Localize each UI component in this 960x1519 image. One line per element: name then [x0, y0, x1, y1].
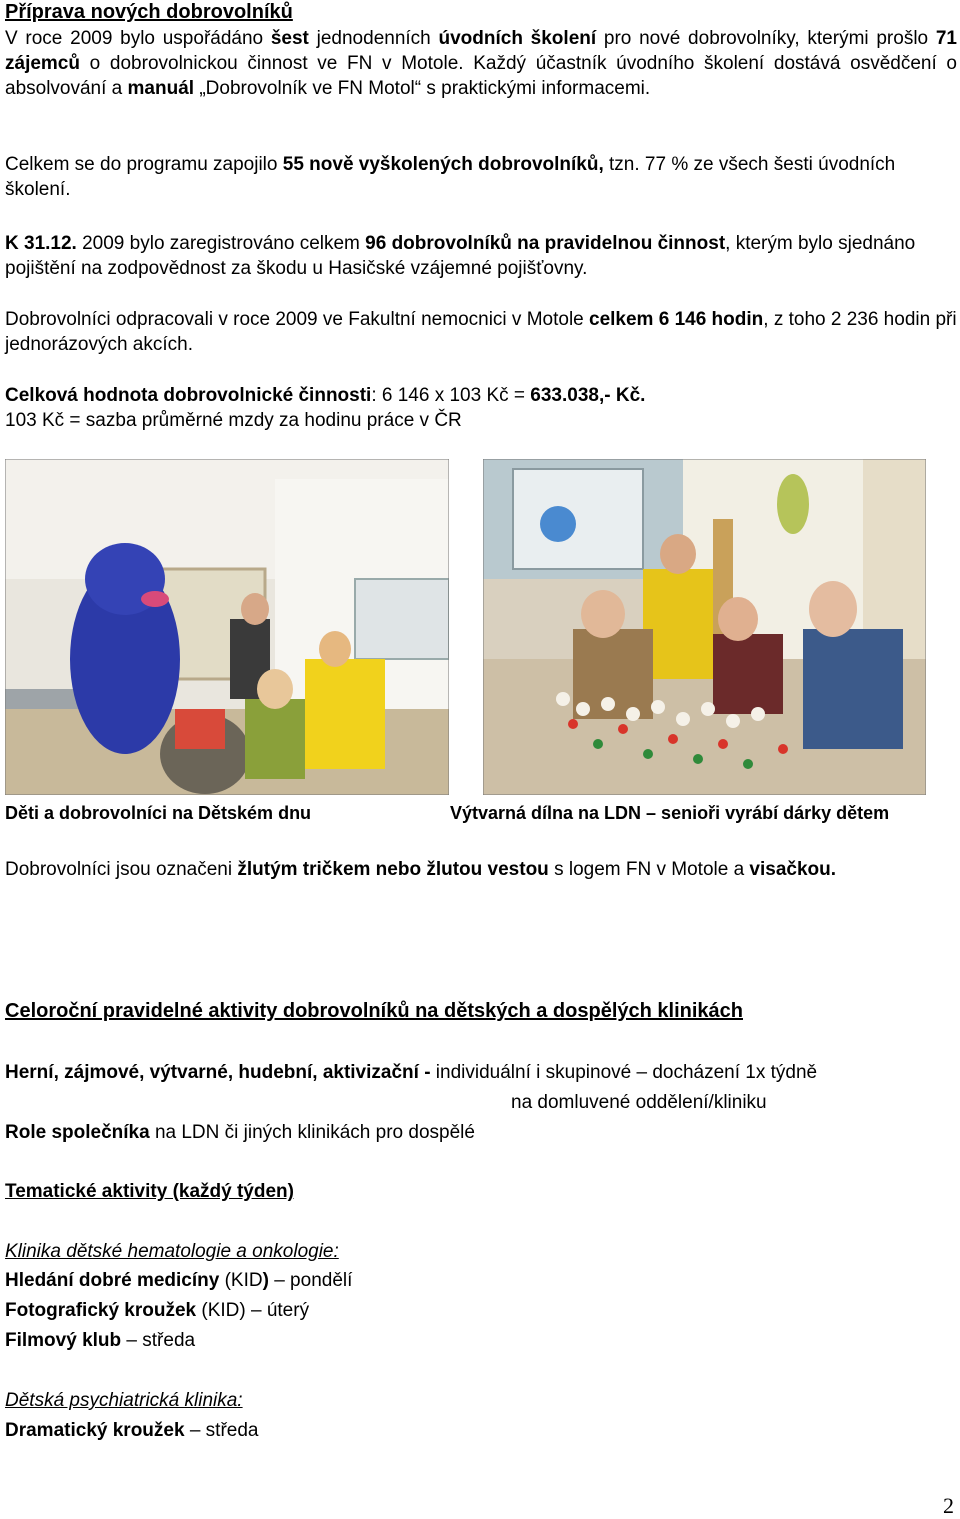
hours-paragraph	[5, 307, 957, 357]
clinic1-item-2-plain: (KID) – úterý	[196, 1300, 310, 1321]
activities-heading: Celoroční pravidelné aktivity dobrovolníků na dětských a dospělých klinikách	[5, 1000, 743, 1022]
clinic1-item-1	[5, 1266, 352, 1296]
clinic1-item-3-bold: Filmový klub	[5, 1330, 122, 1351]
registered-bold-2: 96 dobrovolníků na pravidelnou činnost	[365, 233, 726, 254]
caption-children-day: Děti a dobrovolníci na Dětském dnu	[5, 803, 312, 823]
clinic2-item-1-bold: Dramatický kroužek	[5, 1420, 185, 1441]
hours-text-2: , z toho 2 236 hodin při jednorázových akcích.	[5, 309, 957, 355]
clinic2-name: Dětská psychiatrická klinika:	[5, 1390, 243, 1411]
activities-line-3	[5, 1118, 475, 1148]
clinic1-item-2	[5, 1296, 309, 1326]
registered-text-2: , kterým bylo sjednáno pojištění na zodpovědnost za škodu u Hasičské vzájemné pojišťovny.	[5, 233, 916, 279]
clinic2-item-1-plain: – středa	[184, 1420, 259, 1441]
value-bold-2: 633.038,- Kč.	[530, 385, 646, 406]
marking-paragraph	[5, 856, 957, 883]
activities-line-1	[5, 1058, 817, 1088]
total-bold-1: 55 nově vyškolených dobrovolníků,	[282, 154, 604, 175]
intro-text-3: pro nové dobrovolníky, kterými prošlo	[596, 28, 936, 49]
activities-bold-1: Herní, zájmové, výtvarné, hudební, aktivizační -	[5, 1062, 431, 1083]
activities-line-2: na domluvené oddělení/kliniku	[511, 1092, 767, 1113]
children-day-photo	[5, 459, 449, 795]
clinic1-name: Klinika dětské hematologie a onkologie:	[5, 1241, 339, 1262]
photo-row	[5, 459, 957, 799]
marking-bold-2: visačkou.	[749, 859, 837, 880]
clinic1-item-3-plain: – středa	[121, 1330, 196, 1351]
clinic1-item-1-rest: – pondělí	[268, 1270, 353, 1291]
craft-workshop-photo	[483, 459, 926, 795]
intro-text-5: „Dobrovolník ve FN Motol“ s praktickými informacemi.	[194, 78, 651, 99]
intro-text-4: o dobrovolnickou činnost ve FN v Motole. Každý účastník úvodního školení dostává osvědčení o absolvování a	[5, 53, 957, 99]
page-heading: Příprava nových dobrovolníků	[5, 1, 293, 23]
registered-bold-1: K 31.12.	[5, 233, 77, 254]
caption-craft-workshop: Výtvarná dílna na LDN – senioři vyrábí dárky dětem	[450, 803, 890, 823]
intro-bold-3: 71 zájemců	[5, 28, 957, 74]
hours-text-1: Dobrovolníci odpracovali v roce 2009 ve Fakultní nemocnici v Motole	[5, 309, 590, 330]
value-bold-1: Celková hodnota dobrovolnické činnosti	[5, 385, 372, 406]
total-text-2: tzn. 77 % ze všech šesti úvodních školení.	[5, 154, 896, 200]
clinic1-item-3	[5, 1326, 195, 1356]
marking-bold-1: žlutým tričkem nebo žlutou vestou	[237, 859, 549, 880]
activities-bold-2: Role společníka	[5, 1122, 150, 1143]
clinic1-item-1-plain: (KID	[219, 1270, 263, 1291]
marking-text-2: s logem FN v Motole a	[548, 859, 750, 880]
page-number: 2	[943, 1493, 954, 1518]
clinic2-item-1	[5, 1416, 258, 1446]
intro-text-2: jednodenních	[308, 28, 439, 49]
hours-bold-1: celkem 6 146 hodin	[589, 309, 764, 330]
intro-bold-2: úvodních školení	[438, 28, 597, 49]
clinic1-item-2-bold: Fotografický kroužek	[5, 1300, 197, 1321]
total-paragraph	[5, 152, 957, 202]
value-line	[5, 383, 957, 408]
registered-paragraph	[5, 231, 957, 281]
thematic-heading: Tematické aktivity (každý týden)	[5, 1181, 294, 1202]
intro-bold-1: šest	[270, 28, 309, 49]
intro-paragraph	[5, 26, 957, 101]
registered-text-1: 2009 bylo zaregistrováno celkem	[76, 233, 366, 254]
intro-text-1: V roce 2009 bylo uspořádáno	[5, 28, 271, 49]
clinic1-item-1-bold2: )	[262, 1270, 269, 1291]
intro-bold-4: manuál	[127, 78, 195, 99]
total-text-1: Celkem se do programu zapojilo	[5, 154, 283, 175]
marking-text-1: Dobrovolníci jsou označeni	[5, 859, 238, 880]
value-text-1: : 6 146 x 103 Kč =	[371, 385, 531, 406]
activities-text-3: na LDN či jiných klinikách pro dospělé	[149, 1122, 475, 1143]
clinic1-item-1-bold: Hledání dobré medicíny	[5, 1270, 220, 1291]
activities-text-1: individuální i skupinové – docházení 1x týdně	[430, 1062, 818, 1083]
craft-workshop-photo-image	[483, 459, 926, 795]
children-day-photo-image	[5, 459, 449, 795]
rate-line: 103 Kč = sazba průměrné mzdy za hodinu práce v ČR	[5, 410, 462, 431]
